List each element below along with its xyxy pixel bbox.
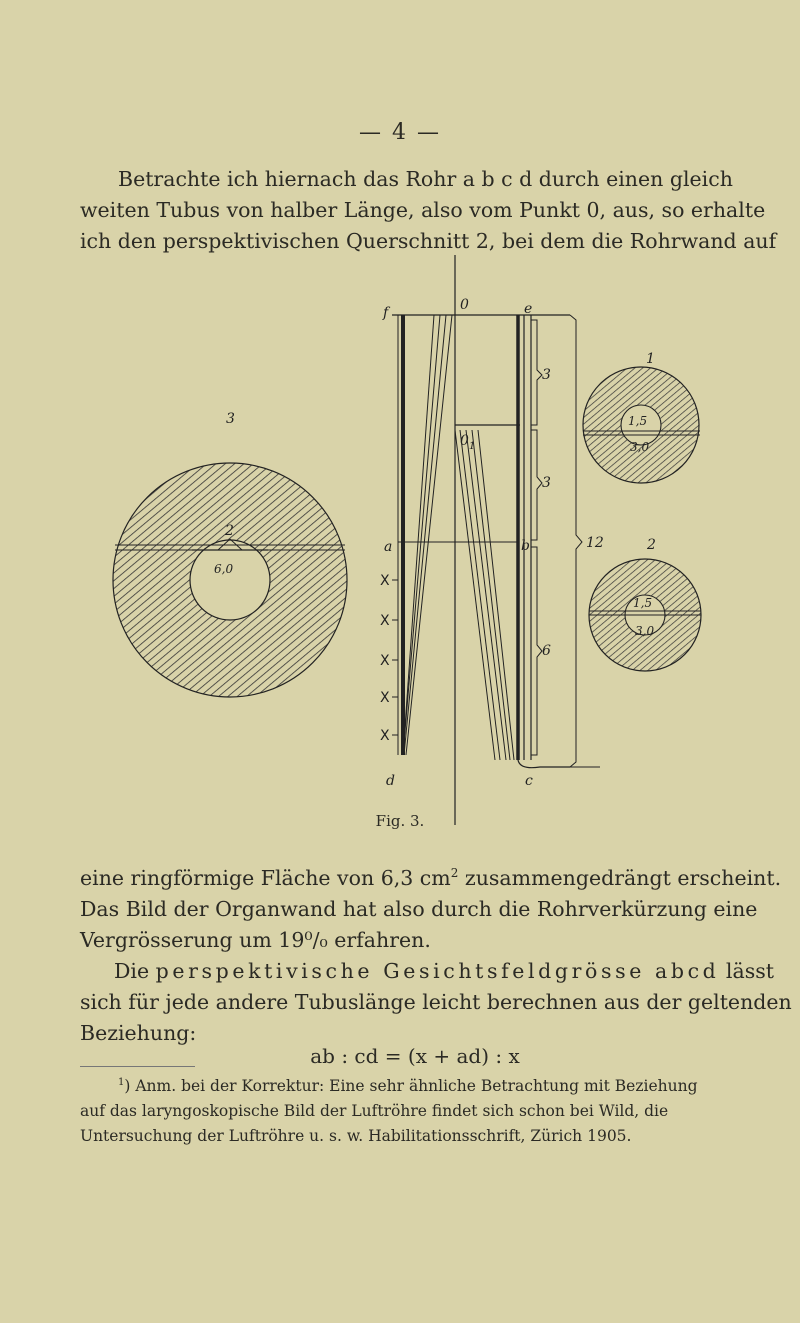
label-x-1: X	[380, 573, 390, 589]
footnote-line-3: Untersuchung der Luftröhre u. s. w. Habilitationsschrift, Zürich 1905.	[80, 1127, 632, 1146]
label-b: b	[521, 538, 530, 554]
footnote-divider	[80, 1066, 195, 1067]
tube-diagram	[380, 255, 604, 825]
footnote-line-1: $^1$) Anm. bei der Korrektur: Eine sehr ähnliche Betrachtung mit Beziehung	[118, 1077, 698, 1096]
label-12: 12	[586, 535, 604, 551]
paragraph-2-line-1: eine ringförmige Fläche von 6,3 $cm^2$ zusammengedrängt erscheint.	[80, 865, 782, 890]
label-a: a	[384, 539, 393, 555]
paragraph-2-line-5: sich für jede andere Tubuslänge leicht berechnen aus der geltenden	[80, 989, 792, 1014]
label-e: e	[524, 301, 533, 317]
right-top-ring-inner-bottom: 3,0	[630, 440, 650, 454]
figure-caption: Fig. 3.	[375, 812, 425, 830]
paragraph-2	[80, 858, 792, 1049]
label-x-4: X	[380, 690, 390, 706]
label-d: d	[386, 773, 395, 789]
paragraph-1-line-2: weiten Tubus von halber Länge, also vom Punkt 0, aus, so erhalte	[80, 198, 766, 222]
right-top-ring-diagram	[583, 351, 700, 483]
label-o: 0	[460, 297, 469, 313]
paragraph-1-line-3: ich den perspektivischen Querschnitt 2, bei dem die Rohrwand auf	[80, 229, 777, 253]
left-ring-inner-top: 2	[225, 523, 234, 539]
paragraph-1-line-1: Betrachte ich hiernach das Rohr a b c d durch einen gleich	[118, 167, 733, 191]
paragraph-2-line-6: Beziehung:	[80, 1020, 197, 1045]
paragraph-1	[80, 164, 777, 257]
footnote	[80, 1070, 720, 1149]
right-bottom-ring-inner-top: 1,5	[633, 596, 653, 610]
label-f: f	[383, 305, 389, 321]
label-x-2: X	[380, 613, 390, 629]
paragraph-2-line-3: Vergrösserung um 19⁰/₀ erfahren.	[80, 927, 431, 952]
left-ring-inner-bottom: 6,0	[214, 562, 234, 576]
label-6: 6	[542, 643, 551, 659]
right-bottom-ring-inner-bottom: 3,0	[635, 624, 655, 638]
formula: ab : cd = (x + ad) : x	[310, 1044, 520, 1068]
label-x-5: X	[380, 728, 390, 744]
paragraph-2-line-4: Die perspektivische Gesichtsfeldgrösse abcd lässt	[114, 958, 774, 983]
label-3-lower: 3	[542, 475, 551, 491]
left-ring-diagram	[113, 411, 347, 697]
label-3-upper: 3	[542, 367, 551, 383]
label-o1: $0_1$	[460, 433, 476, 452]
right-top-ring-label: 1	[646, 351, 655, 367]
right-bottom-ring-label: 2	[647, 537, 656, 553]
right-top-ring-inner-top: 1,5	[628, 414, 648, 428]
label-c: c	[525, 773, 533, 789]
figure-3-diagram	[100, 255, 740, 835]
right-bottom-ring-diagram	[589, 537, 701, 671]
left-ring-label: 3	[226, 411, 235, 427]
label-x-3: X	[380, 653, 390, 669]
paragraph-2-line-2: Das Bild der Organwand hat also durch die Rohrverkürzung eine	[80, 896, 758, 921]
page-number: — 4 —	[359, 120, 441, 145]
footnote-line-2: auf das laryngoskopische Bild der Luftröhre findet sich schon bei Wild, die	[80, 1102, 669, 1121]
